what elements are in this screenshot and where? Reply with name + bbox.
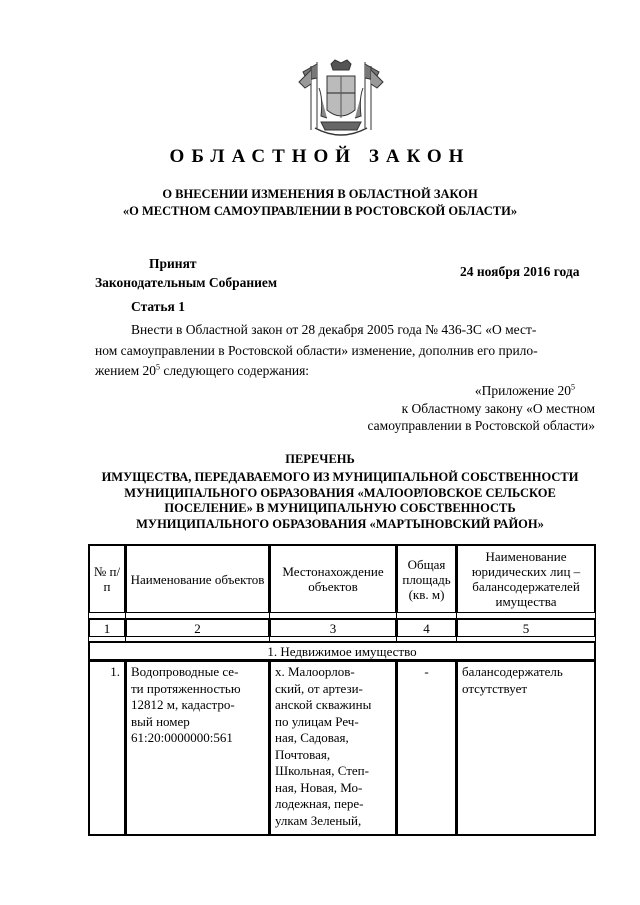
header-location: Местонахождение объектов [270, 545, 396, 613]
text-line: балансодержатель [462, 664, 563, 679]
column-number-text: 4 [397, 619, 456, 637]
property-table [88, 544, 596, 836]
column-number [270, 619, 397, 642]
subtitle-line: «О МЕСТНОМ САМОУПРАВЛЕНИИ В РОСТОВСКОЙ ОБЛАСТИ» [122, 204, 518, 218]
article-paragraph [95, 320, 595, 382]
text-line: улкам Зеленый, [275, 812, 362, 828]
paragraph-line: ном самоуправлении в Ростовской области» изменение, дополнив его прило- [95, 342, 538, 358]
adopted-label: Принят [149, 256, 197, 271]
text-line: отсутствует [462, 680, 528, 696]
section-title: 1. Недвижимое имущество [89, 642, 595, 660]
list-title-line: ИМУЩЕСТВА, ПЕРЕДАВАЕМОГО ИЗ МУНИЦИПАЛЬНОЙ СОБСТВЕННОСТИ [101, 470, 579, 484]
text-line: Школьная, Степ- [275, 763, 369, 778]
law-subtitle [0, 186, 640, 220]
appendix-reference [300, 382, 595, 435]
paragraph-text: следующего содержания: [160, 363, 310, 378]
header-cell [270, 545, 397, 619]
appendix-line: самоуправлении в Ростовской области» [367, 418, 595, 433]
appendix-text: «Приложение 20 [474, 383, 571, 398]
table-row [89, 661, 596, 836]
text-line: ная, Новая, Мо- [275, 779, 363, 795]
object-location [270, 661, 396, 835]
column-number [126, 619, 270, 642]
column-number [397, 619, 457, 642]
header-area: Общая площадь (кв. м) [397, 545, 456, 613]
paragraph-line [95, 361, 595, 382]
column-number [457, 619, 596, 642]
adopted-body: Законодательным Собранием [95, 275, 278, 290]
list-title [60, 470, 620, 532]
object-holder [457, 661, 595, 835]
text-line: ский, от артези- [275, 680, 363, 696]
article-heading: Статья 1 [131, 299, 185, 314]
text-line: Почтовая, [275, 746, 331, 762]
cell-holder [457, 661, 596, 836]
text-line: Водопроводные се- [131, 664, 239, 679]
superscript: 5 [156, 362, 161, 372]
paragraph-text: жением 20 [95, 363, 157, 378]
header-cell [457, 545, 596, 619]
paragraph-line: Внести в Областной закон от 28 декабря 2005 года № 436-ЗС «О мест- [131, 322, 537, 337]
section-cell [89, 642, 596, 661]
header-number: № п/п [89, 545, 125, 613]
list-heading: ПЕРЕЧЕНЬ [285, 452, 355, 466]
text-line: х. Малоорлов- [275, 664, 355, 679]
text-line: анской скважины [275, 697, 372, 712]
cell-name [126, 661, 270, 836]
column-number-text: 2 [126, 619, 269, 637]
text-line: ная, Садовая, [275, 730, 349, 745]
header-cell [89, 545, 126, 619]
text-line: вый номер [131, 713, 190, 729]
law-title: ОБЛАСТНОЙ ЗАКОН [169, 146, 471, 167]
header-cell [397, 545, 457, 619]
appendix-line: к Областному закону «О местном [401, 400, 595, 416]
object-name [126, 661, 269, 835]
text-line: по улицам Реч- [275, 713, 359, 729]
text-line: лодежная, пере- [275, 796, 364, 811]
subtitle-line: О ВНЕСЕНИИ ИЗМЕНЕНИЯ В ОБЛАСТНОЙ ЗАКОН [162, 187, 478, 201]
text-line: 12812 м, кадастро- [131, 697, 235, 712]
list-title-line: МУНИЦИПАЛЬНОГО ОБРАЗОВАНИЯ «МАЛООРЛОВСКОЕ СЕЛЬСКОЕ [124, 485, 556, 500]
header-cell [126, 545, 270, 619]
superscript: 5 [571, 382, 575, 392]
column-number-row [89, 619, 596, 642]
appendix-line [300, 382, 595, 400]
adoption-date: 24 ноября 2016 года [460, 264, 580, 279]
header-holder: Наименование юридических лиц – балансодержателей имущества [457, 545, 595, 613]
cell-location [270, 661, 397, 836]
text-line: 61:20:0000000:561 [131, 730, 233, 745]
list-title-line: МУНИЦИПАЛЬНОГО ОБРАЗОВАНИЯ «МАРТЫНОВСКИЙ РАЙОН» [136, 516, 544, 531]
table-header-row [89, 545, 596, 619]
cell-area [397, 661, 457, 836]
column-number [89, 619, 126, 642]
text-line: ти протяженностью [131, 680, 241, 696]
section-row [89, 642, 596, 661]
row-number: 1. [89, 661, 125, 835]
cell-number [89, 661, 126, 836]
coat-of-arms-emblem [297, 58, 385, 142]
list-title-line: ПОСЕЛЕНИЕ» В МУНИЦИПАЛЬНУЮ СОБСТВЕННОСТЬ [164, 501, 516, 515]
header-name: Наименование объектов [126, 545, 269, 613]
column-number-text: 1 [89, 619, 125, 637]
object-area: - [397, 661, 456, 835]
column-number-text: 5 [457, 619, 595, 637]
adoption-block [95, 254, 277, 292]
column-number-text: 3 [270, 619, 396, 637]
